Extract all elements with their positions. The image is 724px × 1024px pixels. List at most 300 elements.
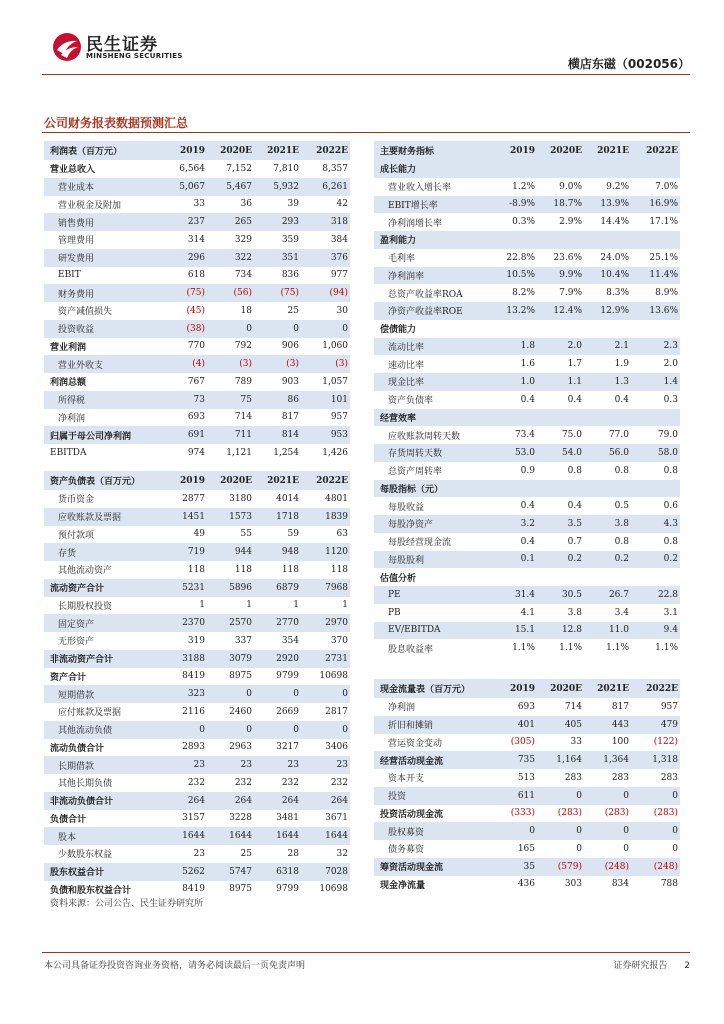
- table-row: [44, 178, 350, 196]
- row-value: 53.0: [490, 444, 537, 462]
- row-value: 814: [254, 426, 301, 444]
- row-label: 研发费用: [44, 249, 160, 267]
- table-row: [44, 792, 350, 810]
- row-value: 8419: [182, 884, 205, 895]
- row-label: 少数股东权益: [58, 850, 113, 861]
- row-value: 0.4: [567, 501, 582, 512]
- row-value: 23: [254, 756, 301, 774]
- row-value: 3.1: [663, 607, 678, 618]
- row-value: 0: [207, 320, 254, 338]
- row-value: 55: [240, 529, 252, 540]
- row-value: 75: [207, 391, 254, 409]
- table-row: [374, 178, 680, 196]
- row-label: 折旧和摊销: [374, 716, 490, 734]
- row-value: 6318: [254, 863, 301, 881]
- row-value: 25: [287, 305, 299, 316]
- row-value: [584, 160, 631, 178]
- row-value: 953: [301, 426, 350, 444]
- row-value: 0.1: [490, 551, 537, 569]
- row-label: 每股指标（元）: [374, 480, 490, 498]
- table-row: [374, 533, 680, 551]
- row-label: EBIT增长率: [374, 196, 490, 214]
- row-value: 42: [336, 199, 348, 210]
- row-value: (305): [510, 737, 535, 748]
- table-row: [44, 213, 350, 231]
- row-value: [537, 409, 584, 427]
- row-value: 0: [207, 721, 254, 739]
- row-value: 2460: [229, 706, 252, 717]
- row-label: 资产合计: [50, 672, 87, 683]
- balance-sheet-table: [44, 471, 350, 898]
- row-label: 资本开支: [388, 774, 425, 785]
- table-row: [44, 739, 350, 757]
- table-row: [44, 668, 350, 686]
- row-value: 4014: [276, 493, 299, 504]
- row-value: 0.8: [663, 536, 678, 547]
- table-title: 现金流量表（百万元）: [374, 679, 490, 698]
- row-value: 513: [517, 772, 535, 783]
- row-value: 3.8: [567, 607, 582, 618]
- column-header: 2022E: [301, 141, 350, 160]
- row-value: 9.0%: [559, 181, 582, 192]
- table-row: [374, 462, 680, 480]
- row-value: 3481: [276, 813, 299, 824]
- table-row: [374, 444, 680, 462]
- table-row: [44, 774, 350, 792]
- row-value: 5,467: [207, 178, 254, 196]
- table-row: [374, 409, 680, 427]
- row-label: 归属于母公司净利润: [44, 426, 160, 444]
- row-value: 1: [342, 600, 348, 611]
- row-value: 303: [564, 879, 582, 890]
- row-value: 118: [187, 564, 205, 575]
- row-value: 3217: [276, 742, 299, 753]
- row-value: 0.7: [567, 536, 582, 547]
- row-value: 264: [207, 792, 254, 810]
- row-value: 735: [490, 751, 537, 769]
- row-value: 7028: [301, 863, 350, 881]
- row-value: 2570: [207, 614, 254, 632]
- table-row: [374, 249, 680, 267]
- table-row: [44, 249, 350, 267]
- column-header: 2021E: [584, 679, 631, 698]
- table-row: [374, 355, 680, 373]
- row-label: 负债合计: [50, 814, 87, 825]
- row-value: 23: [193, 848, 205, 859]
- income-statement-table: [44, 141, 350, 462]
- row-label: 现金比率: [374, 373, 490, 391]
- row-value: 0: [254, 721, 301, 739]
- row-value: 59: [287, 529, 299, 540]
- row-value: 18: [240, 305, 252, 316]
- row-value: 23.6%: [553, 252, 582, 263]
- row-label: 投资: [374, 787, 490, 805]
- table-row: [374, 568, 680, 586]
- row-value: [631, 320, 680, 338]
- row-label: 营业税金及附加: [58, 200, 122, 211]
- row-value: [490, 320, 537, 338]
- row-value: 405: [537, 716, 584, 734]
- row-value: 4.3: [631, 515, 680, 533]
- row-label: 财务费用: [44, 284, 160, 302]
- table-title: 主要财务指标: [374, 141, 490, 160]
- row-value: 944: [207, 543, 254, 561]
- row-value: 1.1: [537, 373, 584, 391]
- row-value: 2370: [160, 614, 207, 632]
- row-value: 2770: [254, 614, 301, 632]
- table-row: [44, 196, 350, 214]
- column-header: 2022E: [631, 679, 680, 698]
- row-value: 714: [234, 412, 252, 423]
- row-value: 1,426: [322, 447, 348, 458]
- table-row: [44, 863, 350, 881]
- row-value: 2963: [229, 742, 252, 753]
- row-label: 毛利率: [388, 254, 416, 265]
- column-header: 2019: [160, 141, 207, 160]
- row-label: 销售费用: [44, 213, 160, 231]
- table-row: [374, 426, 680, 444]
- row-value: 2.0: [537, 338, 584, 356]
- row-label: 每股股利: [374, 551, 490, 569]
- row-label: 投资活动现金流: [380, 809, 444, 820]
- table-row: [44, 320, 350, 338]
- row-value: 788: [660, 879, 678, 890]
- table-row: [44, 444, 350, 462]
- row-value: 1: [199, 600, 205, 611]
- row-value: 0: [537, 787, 584, 805]
- row-value: 7.9%: [559, 288, 582, 299]
- row-value: 1,254: [273, 447, 299, 458]
- row-value: 0.2: [631, 551, 680, 569]
- row-value: 1.1%: [512, 643, 535, 654]
- row-value: 13.2%: [490, 302, 537, 320]
- row-value: 734: [234, 270, 252, 281]
- row-value: 12.4%: [537, 302, 584, 320]
- row-value: 0: [631, 787, 680, 805]
- row-label: 经营活动现金流: [374, 751, 490, 769]
- row-value: [584, 231, 631, 249]
- row-label: 净利润: [388, 703, 416, 714]
- row-value: 264: [160, 792, 207, 810]
- row-value: 75.0: [561, 430, 582, 441]
- row-value: 693: [517, 701, 535, 712]
- row-label: 营业收入增长率: [388, 183, 452, 194]
- row-value: 264: [301, 792, 350, 810]
- row-value: [631, 160, 680, 178]
- row-value: 77.0: [608, 430, 629, 441]
- row-value: [584, 320, 631, 338]
- row-value: 0.4: [567, 394, 582, 405]
- row-value: 2669: [276, 706, 299, 717]
- row-value: 232: [234, 777, 252, 788]
- row-value: 8,357: [322, 163, 348, 174]
- row-value: 479: [631, 716, 680, 734]
- table-row: [44, 597, 350, 615]
- row-value: 232: [187, 777, 205, 788]
- table-row: [374, 716, 680, 734]
- table-header-row: [44, 471, 350, 490]
- row-value: 0: [254, 685, 301, 703]
- row-value: 0: [301, 685, 350, 703]
- row-value: [490, 480, 537, 498]
- row-value: 2116: [182, 706, 205, 717]
- row-value: 25: [240, 848, 252, 859]
- footer-right: [599, 958, 690, 971]
- row-label: 股权募资: [374, 822, 490, 840]
- table-row: [374, 787, 680, 805]
- row-value: (56): [207, 284, 254, 302]
- row-value: 33: [570, 737, 582, 748]
- row-label: 负债和股东权益合计: [50, 885, 132, 896]
- table-row: [44, 409, 350, 427]
- row-label: EBIT: [58, 270, 81, 281]
- row-value: 0.6: [663, 501, 678, 512]
- table-row: [44, 526, 350, 544]
- row-value: 0.4: [520, 536, 535, 547]
- row-value: 12.9%: [584, 302, 631, 320]
- row-value: 3671: [325, 813, 348, 824]
- row-value: 0.8: [663, 465, 678, 476]
- row-value: 443: [584, 716, 631, 734]
- row-label: 每股收益: [388, 502, 425, 513]
- row-value: 118: [234, 564, 252, 575]
- row-value: 3.8: [584, 515, 631, 533]
- title-divider: [42, 132, 690, 133]
- row-value: 54.0: [537, 444, 584, 462]
- page-title: 公司财务报表数据预测汇总: [44, 116, 189, 130]
- row-value: 9.2%: [606, 181, 629, 192]
- row-value: 3157: [182, 813, 205, 824]
- row-value: 7968: [301, 579, 350, 597]
- row-value: 9799: [276, 884, 299, 895]
- page-number: 2: [684, 961, 690, 971]
- row-label: 利润总额: [50, 378, 87, 389]
- row-label: 营业总收入: [50, 165, 96, 176]
- row-value: 118: [330, 564, 348, 575]
- footer-divider: [42, 952, 690, 953]
- row-value: 35: [490, 858, 537, 876]
- table-row: [374, 751, 680, 769]
- row-value: 323: [160, 685, 207, 703]
- row-value: 8975: [229, 671, 252, 682]
- row-label: 非流动负债合计: [44, 792, 160, 810]
- row-value: 318: [301, 213, 350, 231]
- row-value: [537, 160, 584, 178]
- row-value: 0: [576, 843, 582, 854]
- row-value: 3.5: [537, 515, 584, 533]
- row-value: 22.8: [631, 586, 680, 604]
- row-label: 营业外收支: [44, 355, 160, 373]
- row-value: 5747: [207, 863, 254, 881]
- table-row: [44, 721, 350, 739]
- table-row: [374, 734, 680, 752]
- row-label: PB: [388, 607, 401, 618]
- row-value: 2.9%: [559, 217, 582, 228]
- table-row: [374, 604, 680, 622]
- row-value: [537, 320, 584, 338]
- row-value: 0.4: [614, 394, 629, 405]
- row-label: 存货周转天数: [374, 444, 490, 462]
- row-value: [631, 568, 680, 586]
- row-value: 6,261: [301, 178, 350, 196]
- row-value: 265: [207, 213, 254, 231]
- table-row: [374, 373, 680, 391]
- table-row: [44, 373, 350, 391]
- row-label: 所得税: [44, 391, 160, 409]
- row-value: (248): [584, 858, 631, 876]
- row-value: 11.0: [584, 622, 631, 640]
- row-value: 1: [293, 600, 299, 611]
- row-value: 767: [187, 376, 205, 387]
- row-label: 长期股权投资: [58, 601, 113, 612]
- row-value: 33: [193, 199, 205, 210]
- row-value: 293: [254, 213, 301, 231]
- row-value: 100: [611, 737, 629, 748]
- brand-logo: [52, 28, 202, 68]
- row-value: 384: [330, 234, 348, 245]
- row-value: (75): [160, 284, 207, 302]
- column-header: 2020E: [207, 471, 254, 490]
- row-value: 1,121: [226, 447, 252, 458]
- row-value: 31.4: [490, 586, 537, 604]
- row-value: 16.9%: [631, 196, 680, 214]
- row-value: 25.1%: [649, 252, 678, 263]
- row-value: 1120: [301, 543, 350, 561]
- row-value: 2970: [301, 614, 350, 632]
- row-label: 非流动资产合计: [44, 650, 160, 668]
- row-value: 0: [623, 843, 629, 854]
- row-label: 流动资产合计: [44, 579, 160, 597]
- row-value: 4801: [325, 493, 348, 504]
- table-row: [44, 827, 350, 845]
- column-header: 2020E: [207, 141, 254, 160]
- row-value: 23: [160, 756, 207, 774]
- table-row: [44, 355, 350, 373]
- row-value: 30: [336, 305, 348, 316]
- row-value: 3079: [207, 650, 254, 668]
- table-row: [44, 810, 350, 828]
- row-value: 319: [187, 635, 205, 646]
- row-value: 1,164: [537, 751, 584, 769]
- row-label: 净资产收益率ROE: [374, 302, 490, 320]
- row-value: 1.6: [520, 359, 535, 370]
- row-value: 9.9%: [537, 267, 584, 285]
- row-value: 0: [207, 685, 254, 703]
- row-value: 23: [301, 756, 350, 774]
- row-label: PE: [374, 586, 490, 604]
- table-row: [374, 876, 680, 894]
- row-value: 401: [490, 716, 537, 734]
- row-value: 1573: [207, 508, 254, 526]
- row-value: 118: [281, 564, 299, 575]
- row-label: 货币资金: [58, 495, 95, 506]
- row-label: 债务募资: [388, 845, 425, 856]
- table-row: [374, 338, 680, 356]
- table-row: [374, 480, 680, 498]
- row-value: 15.1: [490, 622, 537, 640]
- row-label: 营业利润: [50, 342, 87, 353]
- row-value: 49: [193, 529, 205, 540]
- row-value: 1.8: [490, 338, 537, 356]
- row-label: 速动比率: [388, 360, 425, 371]
- row-value: (333): [510, 808, 535, 819]
- row-value: 3228: [229, 813, 252, 824]
- row-value: (4): [160, 355, 207, 373]
- row-label: 流动负债合计: [50, 743, 105, 754]
- row-value: 30.5: [537, 586, 584, 604]
- row-value: 1718: [254, 508, 301, 526]
- row-value: 296: [160, 249, 207, 267]
- row-value: 974: [187, 447, 205, 458]
- table-row: [374, 497, 680, 515]
- row-value: 1451: [160, 508, 207, 526]
- row-value: 0: [672, 843, 678, 854]
- row-value: 86: [254, 391, 301, 409]
- row-value: 903: [281, 376, 299, 387]
- row-value: 13.6%: [631, 302, 680, 320]
- row-value: 165: [517, 843, 535, 854]
- row-value: 376: [301, 249, 350, 267]
- row-label: 每股经营现金流: [388, 538, 452, 549]
- row-value: 0.3%: [512, 217, 535, 228]
- row-label: 盈利能力: [374, 231, 490, 249]
- row-value: 948: [254, 543, 301, 561]
- minsheng-logo-icon: [52, 32, 82, 62]
- row-value: 3.4: [614, 607, 629, 618]
- row-value: 232: [281, 777, 299, 788]
- row-value: 0.4: [520, 501, 535, 512]
- row-value: 2731: [301, 650, 350, 668]
- company-name: 横店东磁（002056）: [567, 57, 690, 71]
- table-row: [44, 284, 350, 302]
- row-value: 9.4: [631, 622, 680, 640]
- row-value: 1.1%: [559, 643, 582, 654]
- row-value: 691: [160, 426, 207, 444]
- table-row: [374, 196, 680, 214]
- row-value: 0: [537, 822, 584, 840]
- table-row: [374, 320, 680, 338]
- table-row: [374, 284, 680, 302]
- row-value: [490, 568, 537, 586]
- row-value: 17.1%: [649, 217, 678, 228]
- row-value: 3180: [229, 493, 252, 504]
- row-value: 22.8%: [506, 252, 535, 263]
- table-row: [374, 805, 680, 823]
- row-value: 7,152: [226, 163, 252, 174]
- row-value: 283: [660, 772, 678, 783]
- table-row: [44, 685, 350, 703]
- row-value: 10698: [319, 671, 348, 682]
- row-label: 总资产收益率ROA: [388, 289, 463, 300]
- row-value: 370: [330, 635, 348, 646]
- row-value: 58.0: [631, 444, 680, 462]
- column-header: 2021E: [254, 141, 301, 160]
- row-value: 101: [301, 391, 350, 409]
- row-value: 337: [234, 635, 252, 646]
- brand-name-en: MINSHENG SECURITIES: [86, 52, 183, 60]
- table-row: [374, 858, 680, 876]
- table-title: 利润表（百万元）: [44, 141, 160, 160]
- row-value: 0: [301, 320, 350, 338]
- row-value: 5896: [207, 579, 254, 597]
- table-row: [44, 579, 350, 597]
- row-value: 834: [611, 879, 629, 890]
- row-label: 应收账款周转天数: [388, 431, 461, 442]
- row-value: (94): [301, 284, 350, 302]
- row-value: 693: [187, 412, 205, 423]
- row-value: 0: [631, 822, 680, 840]
- row-value: 1644: [160, 827, 207, 845]
